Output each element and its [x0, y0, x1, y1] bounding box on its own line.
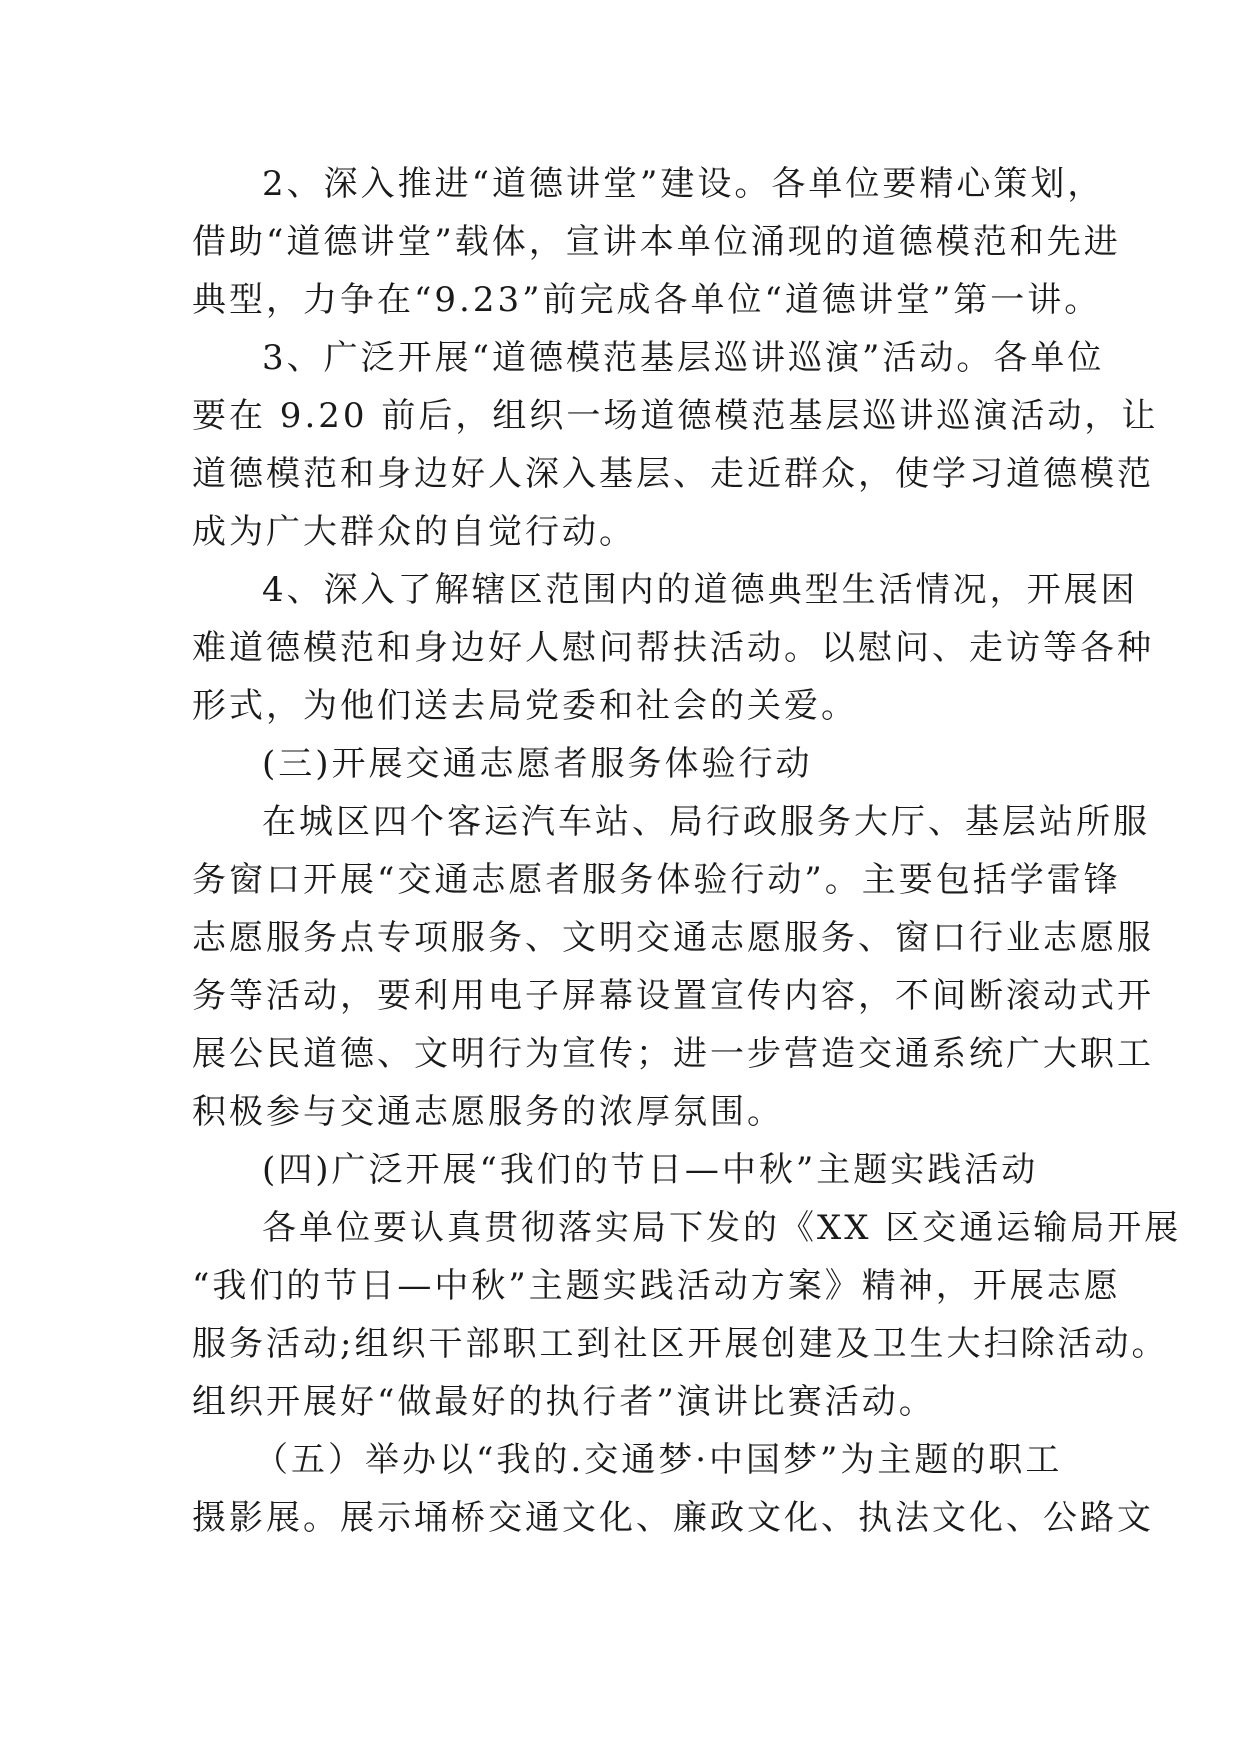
section-heading-three: (三)开展交通志愿者服务体验行动 [262, 744, 813, 784]
paragraph-line: 服务活动;组织干部职工到社区开展创建及卫生大扫除活动。 [192, 1324, 1169, 1364]
paragraph-line: 各单位要认真贯彻落实局下发的《XX 区交通运输局开展 [262, 1208, 1182, 1248]
paragraph-line: 3、广泛开展“道德模范基层巡讲巡演”活动。各单位 [262, 338, 1105, 378]
paragraph-line: 摄影展。展示埇桥交通文化、廉政文化、执法文化、公路文 [192, 1498, 1154, 1538]
section-heading-four: (四)广泛开展“我们的节日—中秋”主题实践活动 [262, 1150, 1039, 1190]
paragraph-line: 志愿服务点专项服务、文明交通志愿服务、窗口行业志愿服 [192, 918, 1154, 958]
paragraph-line: 组织开展好“做最好的执行者”演讲比赛活动。 [192, 1382, 936, 1422]
paragraph-line: 难道德模范和身边好人慰问帮扶活动。以慰问、走访等各种 [192, 628, 1154, 668]
paragraph-line: 积极参与交通志愿服务的浓厚氛围。 [192, 1092, 784, 1132]
document-body [192, 155, 1182, 1547]
paragraph-line: “我们的节日—中秋”主题实践活动方案》精神，开展志愿 [192, 1266, 1121, 1306]
paragraph-line: 4、深入了解辖区范围内的道德典型生活情况，开展困 [262, 570, 1138, 610]
paragraph-line: 要在 9.20 前后，组织一场道德模范基层巡讲巡演活动，让 [192, 396, 1159, 436]
paragraph-line: 典型，力争在“9.23”前完成各单位“道德讲堂”第一讲。 [192, 280, 1102, 320]
paragraph-line: 务窗口开展“交通志愿者服务体验行动”。主要包括学雷锋 [192, 860, 1121, 900]
paragraph-line: 2、深入推进“道德讲堂”建设。各单位要精心策划， [262, 164, 1105, 204]
paragraph-line: 展公民道德、文明行为宣传；进一步营造交通系统广大职工 [192, 1034, 1154, 1074]
paragraph-line: 道德模范和身边好人深入基层、走近群众，使学习道德模范 [192, 454, 1154, 494]
paragraph-line: 形式，为他们送去局党委和社会的关爱。 [192, 686, 858, 726]
paragraph-line: 借助“道德讲堂”载体，宣讲本单位涌现的道德模范和先进 [192, 222, 1121, 262]
paragraph-line: 务等活动，要利用电子屏幕设置宣传内容，不间断滚动式开 [192, 976, 1154, 1016]
paragraph-line: 在城区四个客运汽车站、局行政服务大厅、基层站所服 [262, 802, 1150, 842]
section-heading-five: （五）举办以“我的.交通梦·中国梦”为主题的职工 [254, 1440, 1063, 1480]
paragraph-line: 成为广大群众的自觉行动。 [192, 512, 636, 552]
